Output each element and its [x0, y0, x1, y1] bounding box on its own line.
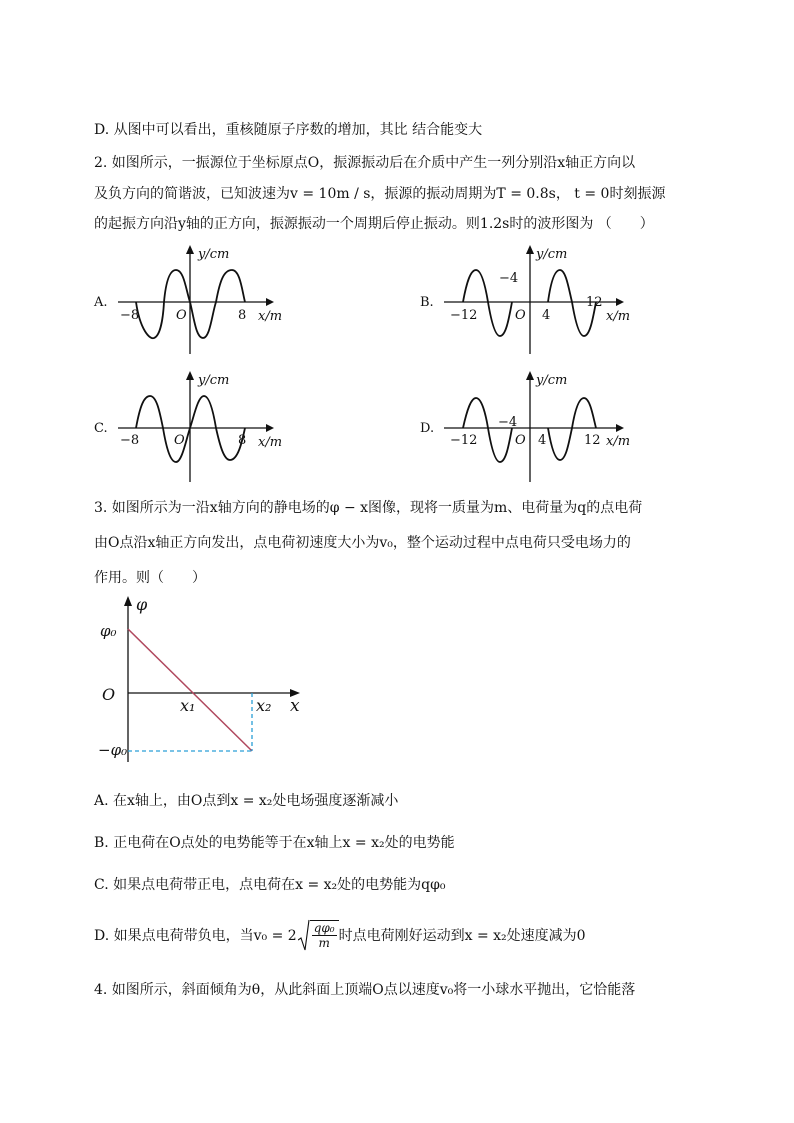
q2-graph-c — [90, 366, 290, 486]
fraction-denominator: m — [318, 936, 330, 950]
graph-b-letter: B. — [420, 295, 434, 310]
graph-c-yaxis: y/cm — [198, 373, 230, 388]
graph-d-origin: O — [515, 433, 526, 448]
q3-graph-origin: O — [102, 685, 116, 704]
graph-d-tick-neg4: −4 — [498, 415, 518, 430]
q2-graph-a — [90, 240, 290, 360]
q3-stem-line2: 由O点沿x轴正方向发出，点电荷初速度大小为v₀，整个运动过程中点电荷只受电场力的 — [94, 535, 631, 551]
q4-stem-line1: 4. 如图所示，斜面倾角为θ，从此斜面上顶端O点以速度v₀将一小球水平抛出，它恰能落 — [94, 982, 636, 998]
graph-c-letter: C. — [94, 421, 108, 436]
q3-stem-line1: 3. 如图所示为一沿x轴方向的静电场的φ − x图像，现将一质量为m、电荷量为q的点电荷 — [94, 500, 643, 516]
graph-d-tick-neg12: −12 — [450, 433, 478, 448]
graph-d-xaxis: x/m — [606, 434, 631, 449]
sqrt-symbol — [298, 918, 310, 952]
q3-option-a: A. 在x轴上，由O点到x = x₂处电场强度逐渐减小 — [94, 793, 399, 809]
q2-stem-line3: 的起振方向沿y轴的正方向，振源振动一个周期后停止振动。则1.2s时的波形图为 （ ） — [94, 216, 654, 232]
fraction-numerator: qφ₀ — [313, 921, 335, 935]
q3-phi-line — [128, 629, 252, 751]
graph-c-xaxis: x/m — [258, 435, 283, 450]
q3-option-d — [94, 918, 586, 952]
graph-d-wave-left — [463, 398, 512, 462]
q3-graph-neg-phi0: −φ₀ — [98, 741, 128, 759]
graph-a-tick-neg8: −8 — [120, 308, 140, 323]
q3-option-d-suffix: 时点电荷刚好运动到x = x₂处速度减为0 — [338, 928, 586, 944]
graph-a-yaxis: y/cm — [198, 247, 230, 262]
q3-graph-phi0: φ₀ — [100, 622, 117, 640]
graph-a-letter: A. — [94, 295, 108, 310]
graph-c-origin: O — [174, 433, 185, 448]
q1-option-d: D. 从图中可以看出，重核随原子序数的增加，其比 结合能变大 — [94, 122, 483, 138]
q3-graph-x1: x₁ — [180, 696, 196, 715]
graph-d-letter: D. — [420, 421, 435, 436]
graph-d-tick-12: 12 — [584, 433, 601, 448]
graph-b-tick-12: 12 — [586, 295, 603, 310]
q3-phi-graph — [96, 590, 326, 770]
q3-option-d-fraction — [310, 920, 339, 950]
q2-stem-line2: 及负方向的简谐波，已知波速为v = 10m / s，振源的振动周期为T = 0.8s， t = 0时刻振源 — [94, 186, 666, 202]
q3-graph-x2: x₂ — [256, 696, 272, 715]
q2-graph-d — [416, 366, 646, 486]
q3-stem-line3: 作用。则（ ） — [94, 570, 206, 586]
q3-graph-xaxis: x — [290, 696, 300, 716]
q3-option-b: B. 正电荷在O点处的电势能等于在x轴上x = x₂处的电势能 — [94, 835, 455, 851]
graph-a-tick-8: 8 — [238, 308, 247, 323]
graph-d-wave-right — [548, 398, 596, 460]
graph-b-origin: O — [515, 308, 526, 323]
q3-option-d-prefix: D. 如果点电荷带负电，当v₀ = 2 — [94, 928, 297, 944]
graph-b-yaxis: y/cm — [536, 247, 568, 262]
graph-d-tick-4: 4 — [538, 433, 547, 448]
graph-a-origin: O — [176, 308, 187, 323]
q3-option-c: C. 如果点电荷带正电，点电荷在x = x₂处的电势能为qφ₀ — [94, 877, 446, 893]
graph-b-tick-4: 4 — [542, 308, 551, 323]
graph-b-tick-neg4: −4 — [499, 271, 519, 286]
q3-graph-yaxis: φ — [136, 595, 148, 614]
graph-c-tick-neg8: −8 — [120, 433, 140, 448]
graph-a-xaxis: x/m — [258, 309, 283, 324]
graph-b-tick-neg12: −12 — [450, 308, 478, 323]
graph-d-yaxis: y/cm — [536, 373, 568, 388]
q2-graph-b — [416, 240, 646, 360]
graph-b-xaxis: x/m — [606, 309, 631, 324]
graph-c-tick-8: 8 — [238, 433, 247, 448]
q2-stem-line1: 2. 如图所示，一振源位于坐标原点O，振源振动后在介质中产生一列分别沿x轴正方向以 — [94, 155, 636, 171]
